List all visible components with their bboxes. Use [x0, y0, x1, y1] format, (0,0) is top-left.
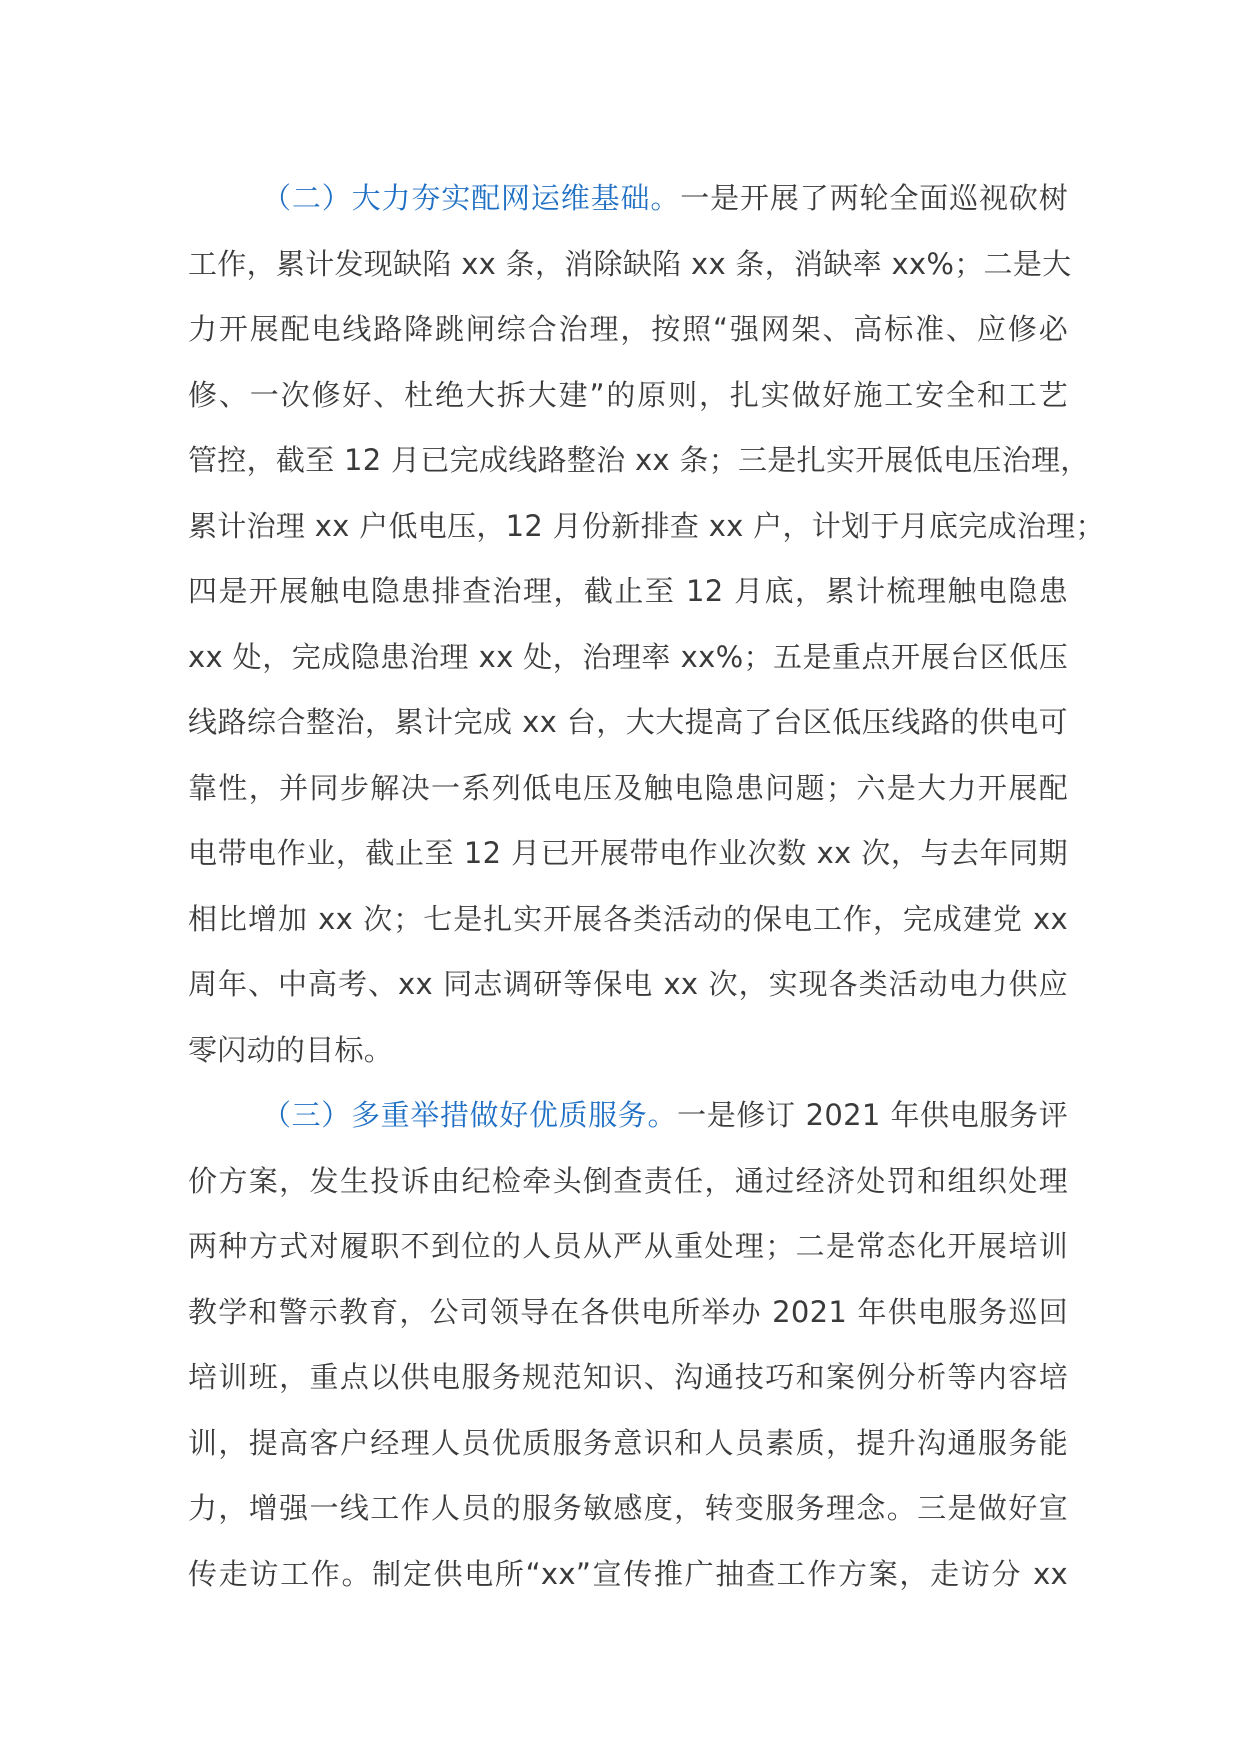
- paragraph-line: 培训班，重点以供电服务规范知识、沟通技巧和案例分析等内容培: [188, 1360, 1068, 1394]
- paragraph-line: 累计治理 xx 户低电压，12 月份新排查 xx 户，计划于月底完成治理；: [188, 508, 1105, 543]
- paragraph-line: 两种方式对履职不到位的人员从严从重处理；二是常态化开展培训: [188, 1229, 1068, 1263]
- paragraph-line: 周年、中高考、xx 同志调研等保电 xx 次，实现各类活动电力供应: [188, 967, 1068, 1001]
- paragraph-line: 力开展配电线路降跳闸综合治理，按照“强网架、高标准、应修必: [188, 312, 1068, 346]
- paragraph-line: 相比增加 xx 次；七是扎实开展各类活动的保电工作，完成建党 xx: [188, 901, 1068, 936]
- document-page: [188, 166, 1105, 1607]
- paragraph-line: 管控，截至 12 月已完成线路整治 xx 条；三是扎实开展低电压治理，: [188, 443, 1090, 477]
- paragraph-line: 工作，累计发现缺陷 xx 条，消除缺陷 xx 条，消缺率 xx%；二是大: [188, 246, 1072, 281]
- paragraph-line: 四是开展触电隐患排查治理，截止至 12 月底，累计梳理触电隐患: [188, 574, 1068, 608]
- paragraph-line: 电带电作业，截止至 12 月已开展带电作业次数 xx 次，与去年同期: [188, 836, 1068, 870]
- paragraph-line: 零闪动的目标。: [188, 1032, 394, 1067]
- paragraph-line: （三）多重举措做好优质服务。一是修订 2021 年供电服务评: [262, 1098, 1068, 1132]
- paragraph-line: 训，提高客户经理人员优质服务意识和人员素质，提升沟通服务能: [188, 1425, 1068, 1460]
- section-heading: （二）大力夯实配网运维基础。: [262, 181, 681, 215]
- paragraph-line: 力，增强一线工作人员的服务敏感度，转变服务理念。三是做好宣: [188, 1491, 1068, 1525]
- paragraph-line: 价方案，发生投诉由纪检牵头倒查责任，通过经济处罚和组织处理: [188, 1163, 1068, 1198]
- paragraph-line: xx 处，完成隐患治理 xx 处，治理率 xx%；五是重点开展台区低压: [188, 639, 1068, 674]
- paragraph-line: 线路综合整治，累计完成 xx 台，大大提高了台区低压线路的供电可: [188, 705, 1068, 739]
- section-3-paragraph: [188, 1083, 1068, 1607]
- paragraph-line: （二）大力夯实配网运维基础。一是开展了两轮全面巡视砍树: [262, 181, 1068, 215]
- paragraph-line: 教学和警示教育，公司领导在各供电所举办 2021 年供电服务巡回: [188, 1294, 1068, 1329]
- paragraph-line: 靠性，并同步解决一系列低电压及触电隐患问题；六是大力开展配: [188, 770, 1068, 805]
- paragraph-line: 修、一次修好、杜绝大拆大建”的原则，扎实做好施工安全和工艺: [188, 377, 1068, 412]
- section-heading: （三）多重举措做好优质服务。: [262, 1098, 678, 1132]
- paragraph-line: 传走访工作。制定供电所“xx”宣传推广抽查工作方案，走访分 xx: [188, 1556, 1068, 1591]
- section-2-paragraph: [188, 166, 1105, 1083]
